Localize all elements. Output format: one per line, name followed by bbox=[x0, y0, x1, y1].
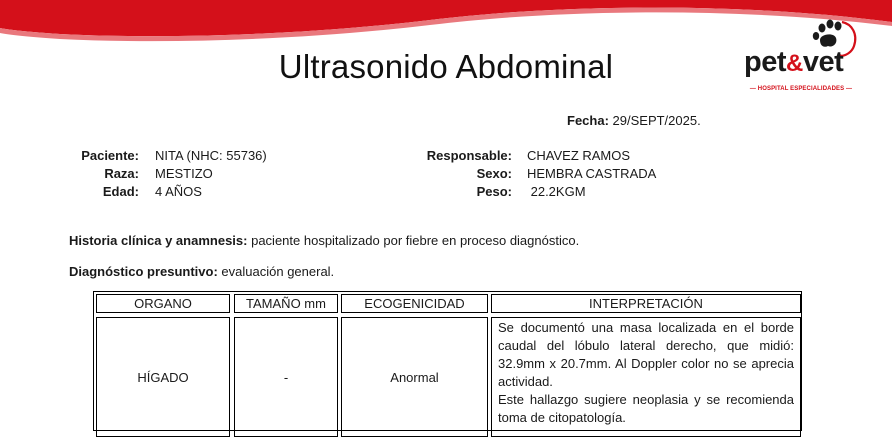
ultrasound-table bbox=[93, 291, 802, 431]
patient-info-right bbox=[420, 147, 656, 201]
document-title: Ultrasonido Abdominal bbox=[278, 48, 614, 85]
table-cell-organo: HÍGADO bbox=[96, 317, 230, 437]
logo-wordmark bbox=[744, 48, 843, 77]
table-cell-tamano: - bbox=[234, 317, 338, 437]
info-row-sexo: Sexo: HEMBRA CASTRADA bbox=[476, 166, 657, 181]
fecha-label: Fecha: bbox=[567, 113, 609, 128]
diagnostico-label: Diagnóstico presuntivo: bbox=[69, 264, 218, 279]
table-cell-interpretacion bbox=[491, 317, 801, 437]
table-header-ecogenicidad: ECOGENICIDAD bbox=[341, 294, 488, 313]
logo-text-pet: pet bbox=[744, 46, 786, 78]
info-row-edad: Edad: 4 AÑOS bbox=[102, 184, 202, 199]
table-cell-ecogenicidad: Anormal bbox=[341, 317, 488, 437]
interpretacion-paragraph-1: Se documentó una masa localizada en el borde caudal del lóbulo lateral derecho, que midió: 32.9mm x 20.7mm. Al Doppler color no se aprecia actividad. bbox=[498, 320, 794, 389]
diagnostico-value: evaluación general. bbox=[221, 264, 335, 279]
historia-clinica bbox=[69, 233, 579, 248]
fecha-line bbox=[567, 113, 701, 128]
pet-vet-logo bbox=[740, 18, 865, 100]
historia-value: paciente hospitalizado por fiebre en proceso diagnóstico. bbox=[251, 233, 580, 248]
historia-label: Historia clínica y anamnesis: bbox=[69, 233, 248, 248]
info-row-peso: Peso: 22.2KGM bbox=[476, 184, 586, 199]
info-row-raza: Raza: MESTIZO bbox=[104, 166, 213, 181]
logo-ampersand: & bbox=[786, 50, 803, 77]
info-row-responsable: Responsable: CHAVEZ RAMOS bbox=[426, 148, 631, 163]
table-header-interpretacion: INTERPRETACIÓN bbox=[491, 294, 801, 313]
logo-subtitle: — HOSPITAL ESPECIALIDADES — bbox=[749, 86, 853, 92]
table-header-organo: ORGANO bbox=[96, 294, 230, 313]
diagnostico-presuntivo bbox=[69, 264, 334, 279]
patient-info-left bbox=[40, 147, 267, 201]
fecha-value: 29/SEPT/2025. bbox=[612, 113, 701, 128]
interpretacion-paragraph-2: Este hallazgo sugiere neoplasia y se recomienda toma de citopatología. bbox=[498, 392, 794, 425]
table-header-tamano: TAMAÑO mm bbox=[234, 294, 338, 313]
info-row-paciente: Paciente: NITA (NHC: 55736) bbox=[81, 148, 267, 163]
logo-text-vet: vet bbox=[802, 46, 844, 78]
